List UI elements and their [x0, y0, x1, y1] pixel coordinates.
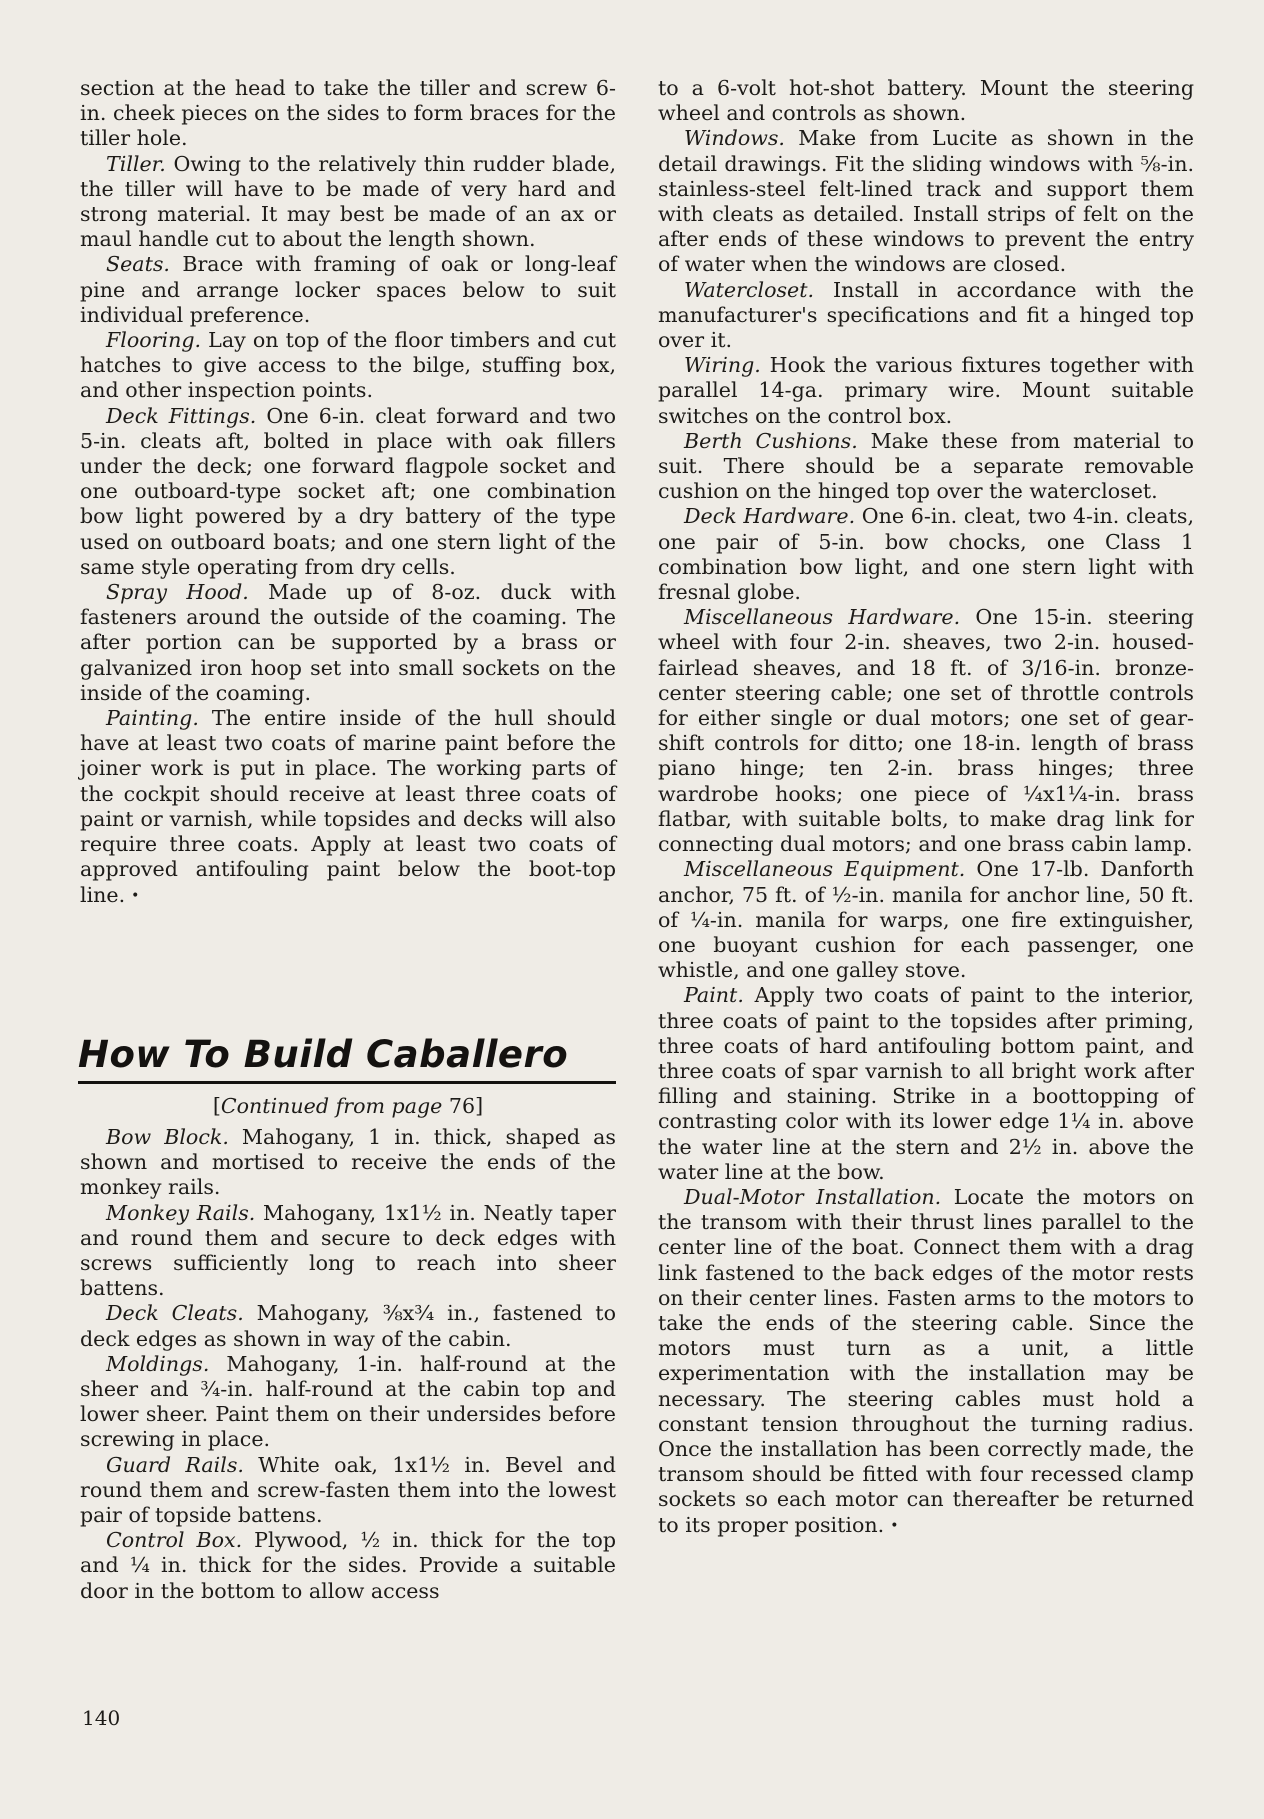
paragraph-text: The entire inside of the hull should have at least two coats of marine paint before the joiner work is put in place. The working parts of the cockpit should receive at least three coats of paint or varnish, while topsides and decks will also require three coats. Apply at least two coats of approved antifouling paint below the boot-top line.: [80, 706, 616, 907]
continued-note: [Continued from page 76]: [212, 1093, 484, 1118]
paragraph: [80, 152, 616, 253]
paragraph-text: Apply two coats of paint to the interior, three coats of paint to the topsides after priming, three coats of hard antifouling bottom paint, and three coats of spar varnish to all bright work after filling and staining. Strike in a boottopping of contrasting color with its lower edge 1¼ in. above the water line at the stern and 2½ in. above the water line at the bow.: [658, 983, 1194, 1184]
paragraph: [658, 857, 1194, 983]
paragraph: [80, 1201, 616, 1302]
paragraph-lead: Painting.: [106, 706, 199, 731]
paragraph-text: to a 6-volt hot-shot battery. Mount the steering wheel and controls as shown.: [658, 76, 1194, 126]
paragraph-text: Make these from material to suit. There should be a separate removable cushion on the hinged top over the watercloset.: [658, 428, 1195, 504]
paragraph-lead: Wiring.: [684, 353, 761, 378]
paragraph-text: Mahogany, ⅜x¾ in., fastened to deck edges as shown in way of the cabin.: [80, 1301, 616, 1351]
paragraph: [658, 1185, 1194, 1539]
paragraph-text: Made up of 8-oz. duck with fasteners around the outside of the coaming. The after portion can be supported by a brass or galvanized iron hoop set into small sockets on the inside of the coaming.: [80, 580, 616, 705]
paragraph: [80, 1453, 616, 1529]
paragraph: [80, 706, 616, 909]
end-mark: •: [890, 1517, 899, 1534]
paragraph: [658, 76, 1194, 126]
article-title: How To Build Caballero: [78, 1033, 616, 1084]
paragraph: [80, 252, 616, 328]
paragraph-lead: Paint.: [684, 983, 744, 1008]
paragraph: [658, 126, 1194, 277]
paragraph-lead: Miscellaneous Hardware.: [684, 605, 961, 630]
paragraph-lead: Deck Cleats.: [106, 1301, 244, 1326]
paragraph-lead: Dual-Motor Installation.: [684, 1184, 942, 1209]
paragraph-lead: Flooring.: [106, 328, 202, 353]
paragraph: [80, 328, 616, 404]
paragraph-text: One 17-lb. Danforth anchor, 75 ft. of ½-in. manila for anchor line, 50 ft. of ¼-in. manila for warps, one fire extinguisher, one buoyant cushion for each passenger, one whistle, and one galley stove.: [658, 857, 1194, 983]
paragraph-text: Lay on top of the floor timbers and cut hatches to give access to the bilge, stuffing box, and other inspection points.: [80, 328, 616, 403]
paragraph-text: Locate the motors on the transom with their thrust lines parallel to the center line of the boat. Connect them with a drag link fastened to the back edges of the motor rests on their center lines. Fasten arms to the motors to take the ends of the steering cable. Since the motors must turn as a unit, a little experimentation with the installation may be necessary. The steering cables must hold a constant tension throughout the turning radius. Once the installation has been correctly made, the transom should be fitted with four recessed clamp sockets so each motor can thereafter be returned to its proper position.: [658, 1184, 1195, 1537]
paragraph: [80, 1125, 616, 1201]
page-number: 140: [82, 1706, 121, 1730]
paragraph-lead: Moldings.: [106, 1351, 210, 1376]
paragraph-lead: Miscellaneous Equipment.: [684, 857, 966, 882]
paragraph-text: One 15-in. steering wheel with four 2-in. sheaves, two 2-in. housed-fairlead sheaves, and 18 ft. of 3/16-in. bronze-center steering cable; one set of throttle controls for either single or dual motors; one set of gear-shift controls for ditto; one 18-in. length of brass piano hinge; ten 2-in. brass hinges; three wardrobe hooks; one piece of ¼x1¼-in. brass flatbar, with suitable bolts, to make drag link for connecting dual motors; and one brass cabin lamp.: [658, 605, 1194, 857]
paragraph-text: One 6-in. cleat, two 4-in. cleats, one pair of 5-in. bow chocks, one Class 1 combination bow light, and one stern light with fresnal globe.: [658, 504, 1194, 605]
paragraph-text: Plywood, ½ in. thick for the top and ¼ in. thick for the sides. Provide a suitable door in the bottom to allow access: [80, 1528, 616, 1603]
paragraph: [80, 1301, 616, 1351]
paragraph: [80, 1352, 616, 1453]
paragraph: [80, 1528, 616, 1604]
paragraph-text: White oak, 1x1½ in. Bevel and round them and screw-fasten them into the lowest pair of topside battens.: [80, 1452, 616, 1527]
paragraph-lead: Guard Rails.: [106, 1452, 244, 1477]
article-heading-block: [80, 1033, 616, 1119]
paragraph: [80, 404, 616, 580]
paragraph: [80, 76, 616, 152]
paragraph: [658, 353, 1194, 429]
right-column-text: [658, 76, 1194, 1539]
right-column: [658, 76, 1194, 1539]
paragraph-text: Mahogany, 1x1½ in. Neatly taper and round them and secure to deck edges with screws sufficiently long to reach into sheer battens.: [80, 1200, 616, 1301]
paragraph-text: Make from Lucite as shown in the detail drawings. Fit the sliding windows with ⅝-in. stainless-steel felt-lined track and support them with cleats as detailed. Install strips of felt on the after ends of these windows to prevent the entry of water when the windows are closed.: [658, 126, 1194, 277]
paragraph-lead: Watercloset.: [684, 277, 815, 302]
paragraph: [80, 580, 616, 706]
paragraph-text: Brace with framing of oak or long-leaf pine and arrange locker spaces below to suit individual preference.: [80, 252, 616, 327]
paragraph-text: Install in accordance with the manufacturer's specifications and fit a hinged top over it.: [658, 277, 1194, 353]
paragraph-lead: Control Box.: [106, 1528, 243, 1553]
paragraph-text: Owing to the relatively thin rudder blade, the tiller will have to be made of very hard and strong material. It may best be made of an ax or maul handle cut to about the length shown.: [80, 151, 616, 252]
paragraph: [658, 429, 1194, 505]
paragraph-text: Mahogany, 1-in. half-round at the sheer and ¾-in. half-round at the cabin top and lower sheer. Paint them on their undersides before screwing in place.: [80, 1351, 616, 1452]
paragraph-lead: Windows.: [684, 126, 785, 151]
paragraph: [658, 605, 1194, 857]
paragraph-lead: Monkey Rails.: [106, 1200, 256, 1225]
paragraph: [658, 278, 1194, 354]
paragraph-text: Hook the various fixtures together with parallel 14-ga. primary wire. Mount suitable switches on the control box.: [658, 353, 1194, 428]
paragraph-lead: Deck Fittings.: [106, 403, 257, 428]
paragraph-lead: Bow Block.: [106, 1124, 229, 1149]
article-body-text: [80, 1125, 616, 1604]
paragraph: [658, 983, 1194, 1185]
paragraph-lead: Seats.: [106, 252, 170, 277]
paragraph-text: One 6-in. cleat forward and two 5-in. cleats aft, bolted in place with oak fillers under the deck; one forward flagpole socket and one outboard-type socket aft; one combination bow light powered by a dry battery of the type used on outboard boats; and one stern light of the same style operating from dry cells.: [80, 403, 616, 579]
paragraph-text: section at the head to take the tiller and screw 6-in. cheek pieces on the sides to form braces for the tiller hole.: [80, 76, 616, 151]
paragraph-lead: Spray Hood.: [106, 580, 249, 605]
paragraph-text: Mahogany, 1 in. thick, shaped as shown and mortised to receive the ends of the monkey rails.: [80, 1124, 616, 1200]
paragraph-lead: Deck Hardware.: [684, 504, 856, 529]
paragraph-lead: Tiller.: [106, 151, 166, 176]
left-column: [80, 76, 616, 1604]
paragraph: [658, 504, 1194, 605]
left-column-text: [80, 76, 616, 909]
end-mark: •: [131, 887, 140, 904]
paragraph-lead: Berth Cushions.: [684, 428, 858, 453]
